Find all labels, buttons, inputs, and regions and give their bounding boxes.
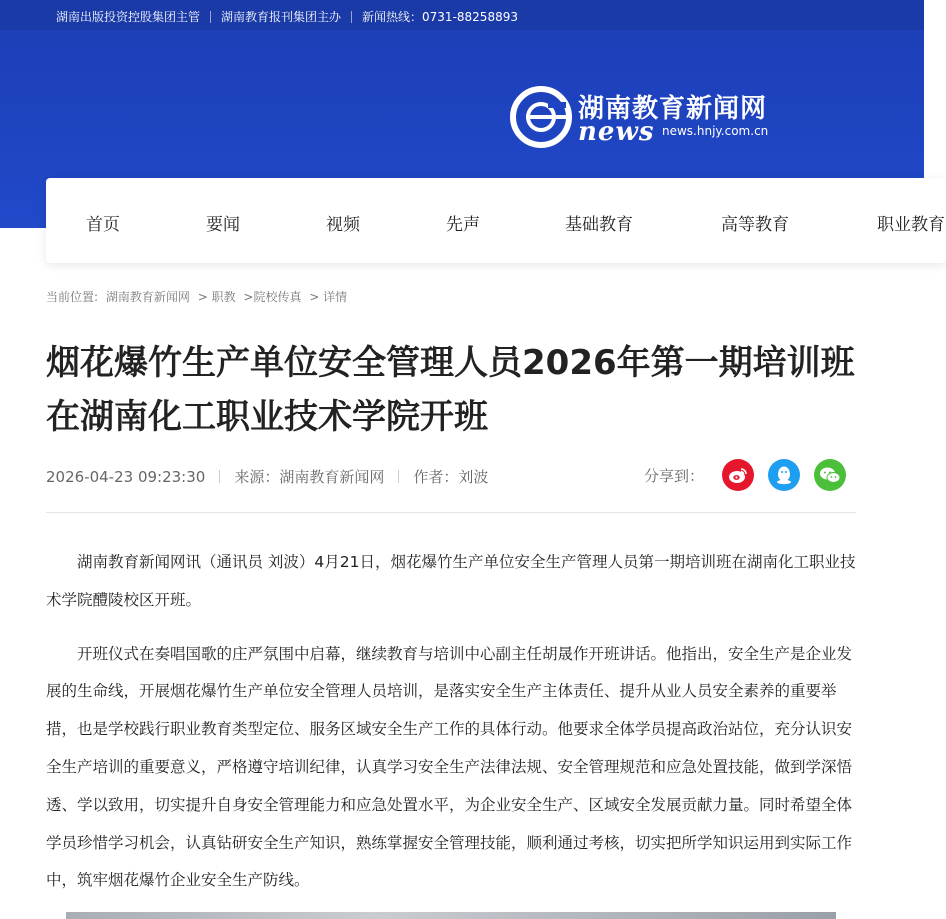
top-bar (0, 0, 924, 30)
top-link-publisher[interactable]: 湖南出版投资控股集团主管 (56, 10, 201, 24)
meta-divider (398, 470, 399, 483)
nav-item-voice[interactable]: 先声 (446, 215, 480, 235)
nav-item-video[interactable]: 视频 (326, 215, 360, 235)
article-author: 作者：刘波 (413, 468, 489, 486)
breadcrumb-prefix: 当前位置: (46, 290, 99, 304)
breadcrumb-school-news[interactable]: >院校传真 (243, 290, 302, 304)
share-bar (644, 459, 860, 491)
logo-swirl-icon (508, 83, 578, 151)
logo-wordmark: news (578, 117, 655, 147)
top-divider (210, 11, 211, 23)
article-image (66, 912, 836, 919)
share-label: 分享到： (644, 466, 705, 485)
main-nav (46, 178, 946, 263)
wechat-icon[interactable] (814, 459, 846, 491)
logo-name: 湖南教育新闻网 (578, 94, 768, 124)
nav-item-vocational-education[interactable]: 职业教育 (877, 215, 945, 235)
meta-divider (219, 470, 220, 483)
nav-item-basic-education[interactable]: 基础教育 (565, 215, 633, 235)
article-datetime: 2026-04-23 09:23:30 (46, 467, 206, 486)
breadcrumb-home[interactable]: 湖南教育新闻网 (105, 290, 190, 304)
nav-item-home[interactable]: 首页 (86, 215, 120, 235)
nav-item-news[interactable]: 要闻 (206, 215, 240, 235)
top-link-organizer[interactable]: 湖南教育报刊集团主办 (221, 10, 342, 24)
top-links (56, 8, 518, 25)
nav-item-higher-education[interactable]: 高等教育 (721, 215, 789, 235)
article-meta (46, 466, 488, 487)
logo-domain: news.hnjy.com.cn (662, 124, 769, 138)
article-paragraph: 开班仪式在奏唱国歌的庄严氛围中启幕，继续教育与培训中心副主任胡晟作开班讲话。他指出，安全生产是企业发展的生命线，开展烟花爆竹生产单位安全管理人员培训，是落实安全生产主体责任、提升从业人员安全素养的重要举措，也是学校践行职业教育类型定位、服务区域安全生产工作的具体行动。他要求全体学员提高政治站位，充分认识安全生产培训的重要意义，严格遵守培训纪律，认真学习安全生产法律法规、安全管理规范和应急处置技能，做到学深悟透、学以致用，切实提升自身安全管理能力和应急处置水平，为企业安全生产、区域安全发展贡献力量。同时希望全体学员珍惜学习机会，认真钻研安全生产知识，熟练掌握安全管理技能，顺利通过考核，切实把所学知识运用到实际工作中，筑牢烟花爆竹企业安全生产防线。 (46, 644, 853, 890)
site-logo[interactable] (508, 83, 798, 151)
qq-icon[interactable] (768, 459, 800, 491)
article-source: 来源：湖南教育新闻网 (234, 468, 385, 486)
breadcrumb-current: > 详情 (309, 290, 348, 304)
meta-separator (46, 512, 856, 513)
top-link-hotline[interactable]: 新闻热线：0731-88258893 (362, 10, 518, 24)
breadcrumb (46, 288, 351, 305)
breadcrumb-vocational[interactable]: > 职教 (197, 290, 236, 304)
top-divider (351, 11, 352, 23)
weibo-icon[interactable] (722, 459, 754, 491)
article-title: 烟花爆竹生产单位安全管理人员2026年第一期培训班在湖南化工职业技术学院开班 (46, 343, 855, 437)
article-paragraph: 湖南教育新闻网讯（通讯员 刘波）4月21日，烟花爆竹生产单位安全生产管理人员第一期培训班在湖南化工职业技术学院醴陵校区开班。 (46, 553, 856, 609)
article-body (46, 544, 858, 916)
